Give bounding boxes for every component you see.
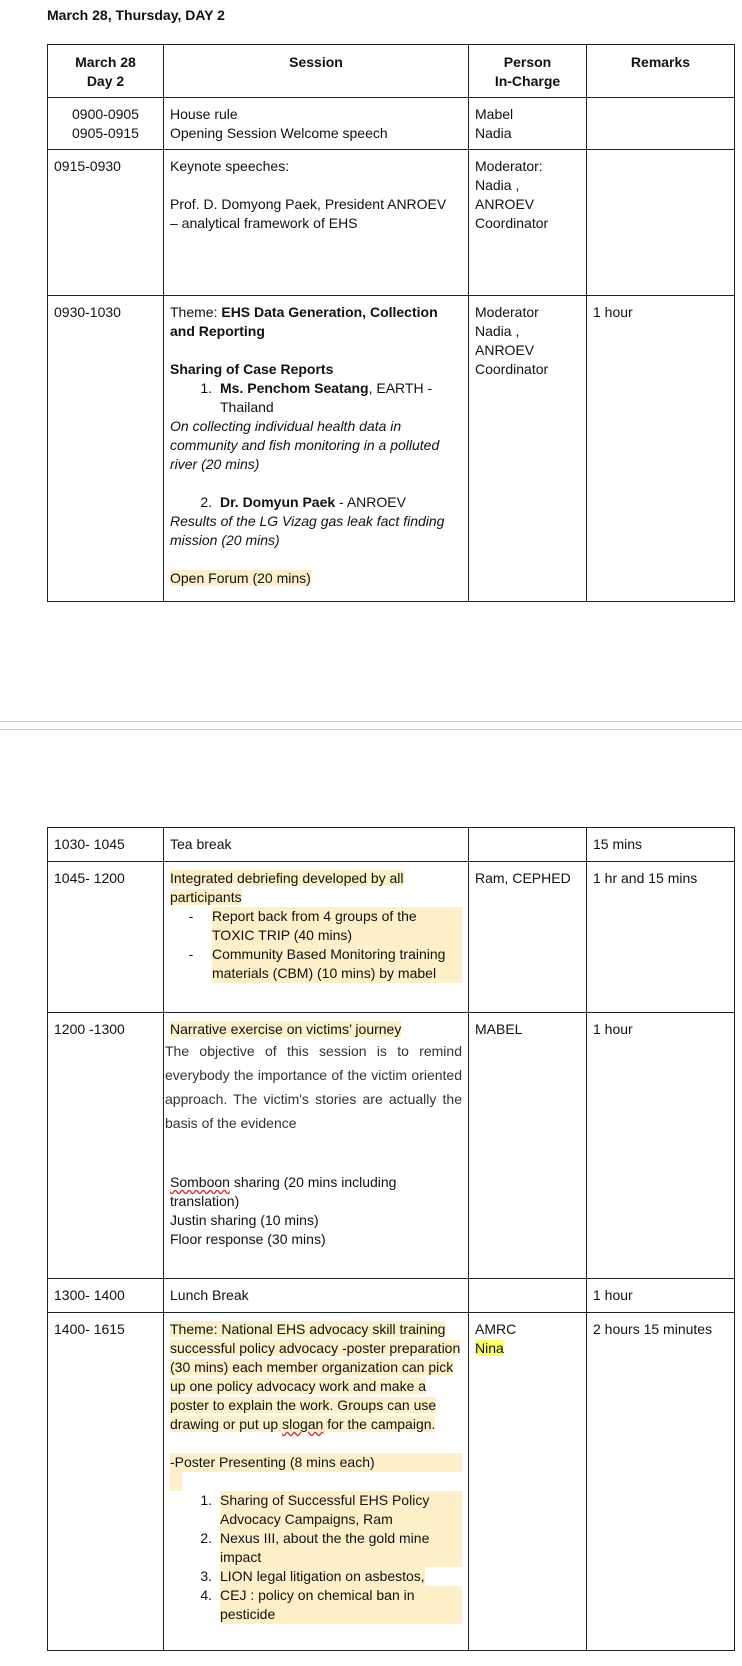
time-cell: 1400- 1615 [48,1313,164,1651]
table-row [48,1013,735,1279]
time-cell: 0930-1030 [48,296,164,602]
page-divider [0,721,742,722]
time-cell: 1200 -1300 [48,1013,164,1279]
person-cell: Moderator Nadia , ANROEV Coordinator [469,296,587,602]
table-row [48,1279,735,1313]
remarks-cell: 1 hr and 15 mins [587,862,735,1013]
schedule-table-part1 [47,44,735,602]
remarks-cell: 15 mins [587,828,735,862]
page-divider [0,729,742,730]
time-cell: 0900-0905 0905-0915 [48,98,164,150]
remarks-cell [587,98,735,150]
highlighted-name: Nina [475,1340,504,1356]
page-title: March 28, Thursday, DAY 2 [47,7,225,23]
table-row [48,1313,735,1651]
remarks-cell: 1 hour [587,296,735,602]
remarks-cell [587,150,735,296]
person-cell: Ram, CEPHED [469,862,587,1013]
person-cell: Moderator: Nadia , ANROEV Coordinator [469,150,587,296]
table-row [48,98,735,150]
session-cell: Integrated debriefing developed by all participants - Report back from 4 groups of the TOXIC TRIP (40 mins) - Community Based Monitoring training materials (CBM) (10 mins) by mabel [164,862,469,1013]
remarks-cell: 1 hour [587,1279,735,1313]
header-session: Session [164,45,469,98]
session-cell: Narrative exercise on victims’ journey The objective of this session is to remind everybody the importance of the victim oriented approach. The victim's stories are actually the basis of the evidence Somboon sharing (20 mins including translation) Justin sharing (10 mins) Floor response (30 mins) [164,1013,469,1279]
time-cell: 1300- 1400 [48,1279,164,1313]
header-remarks: Remarks [587,45,735,98]
time-cell: 0915-0930 [48,150,164,296]
person-cell [469,828,587,862]
header-person: Person In-Charge [469,45,587,98]
remarks-cell: 1 hour [587,1013,735,1279]
remarks-cell: 2 hours 15 minutes [587,1313,735,1651]
session-cell: House rule Opening Session Welcome speech [164,98,469,150]
session-cell: Lunch Break [164,1279,469,1313]
table-row [48,828,735,862]
person-cell: AMRC Nina [469,1313,587,1651]
person-cell [469,1279,587,1313]
session-cell: Theme: EHS Data Generation, Collection and Reporting Sharing of Case Reports 1. Ms. Penchom Seatang, EARTH - Thailand On collecting individual health data in community and fish monitoring in a polluted river (20 mins) 2. Dr. Domyun Paek - ANROEV Results of the LG Vizag gas leak fact finding mission (20 mins) Open Forum (20 mins) [164,296,469,602]
session-cell: Tea break [164,828,469,862]
table-row [48,296,735,602]
table-header-row [48,45,735,98]
session-cell: Theme: National EHS advocacy skill training successful policy advocacy -poster preparation (30 mins) each member organization can pick up one policy advocacy work and make a poster to explain the work. Groups can use drawing or put up slogan for the campaign. -Poster Presenting (8 mins each) 1. Sharing of Successful EHS Policy Advocacy Campaigns, Ram 2. Nexus III, about the the gold mine impact 3. LION legal litigation on asbestos, 4. CEJ : policy on chemical ban in pesticide [164,1313,469,1651]
table-row [48,150,735,296]
time-cell: 1045- 1200 [48,862,164,1013]
session-cell: Keynote speeches: Prof. D. Domyong Paek, President ANROEV – analytical framework of EHS [164,150,469,296]
open-forum-text: Open Forum (20 mins) [170,570,311,586]
person-cell: Mabel Nadia [469,98,587,150]
table-row [48,862,735,1013]
schedule-table-part2 [47,827,735,1651]
person-cell: MABEL [469,1013,587,1279]
time-cell: 1030- 1045 [48,828,164,862]
header-date: March 28 Day 2 [48,45,164,98]
